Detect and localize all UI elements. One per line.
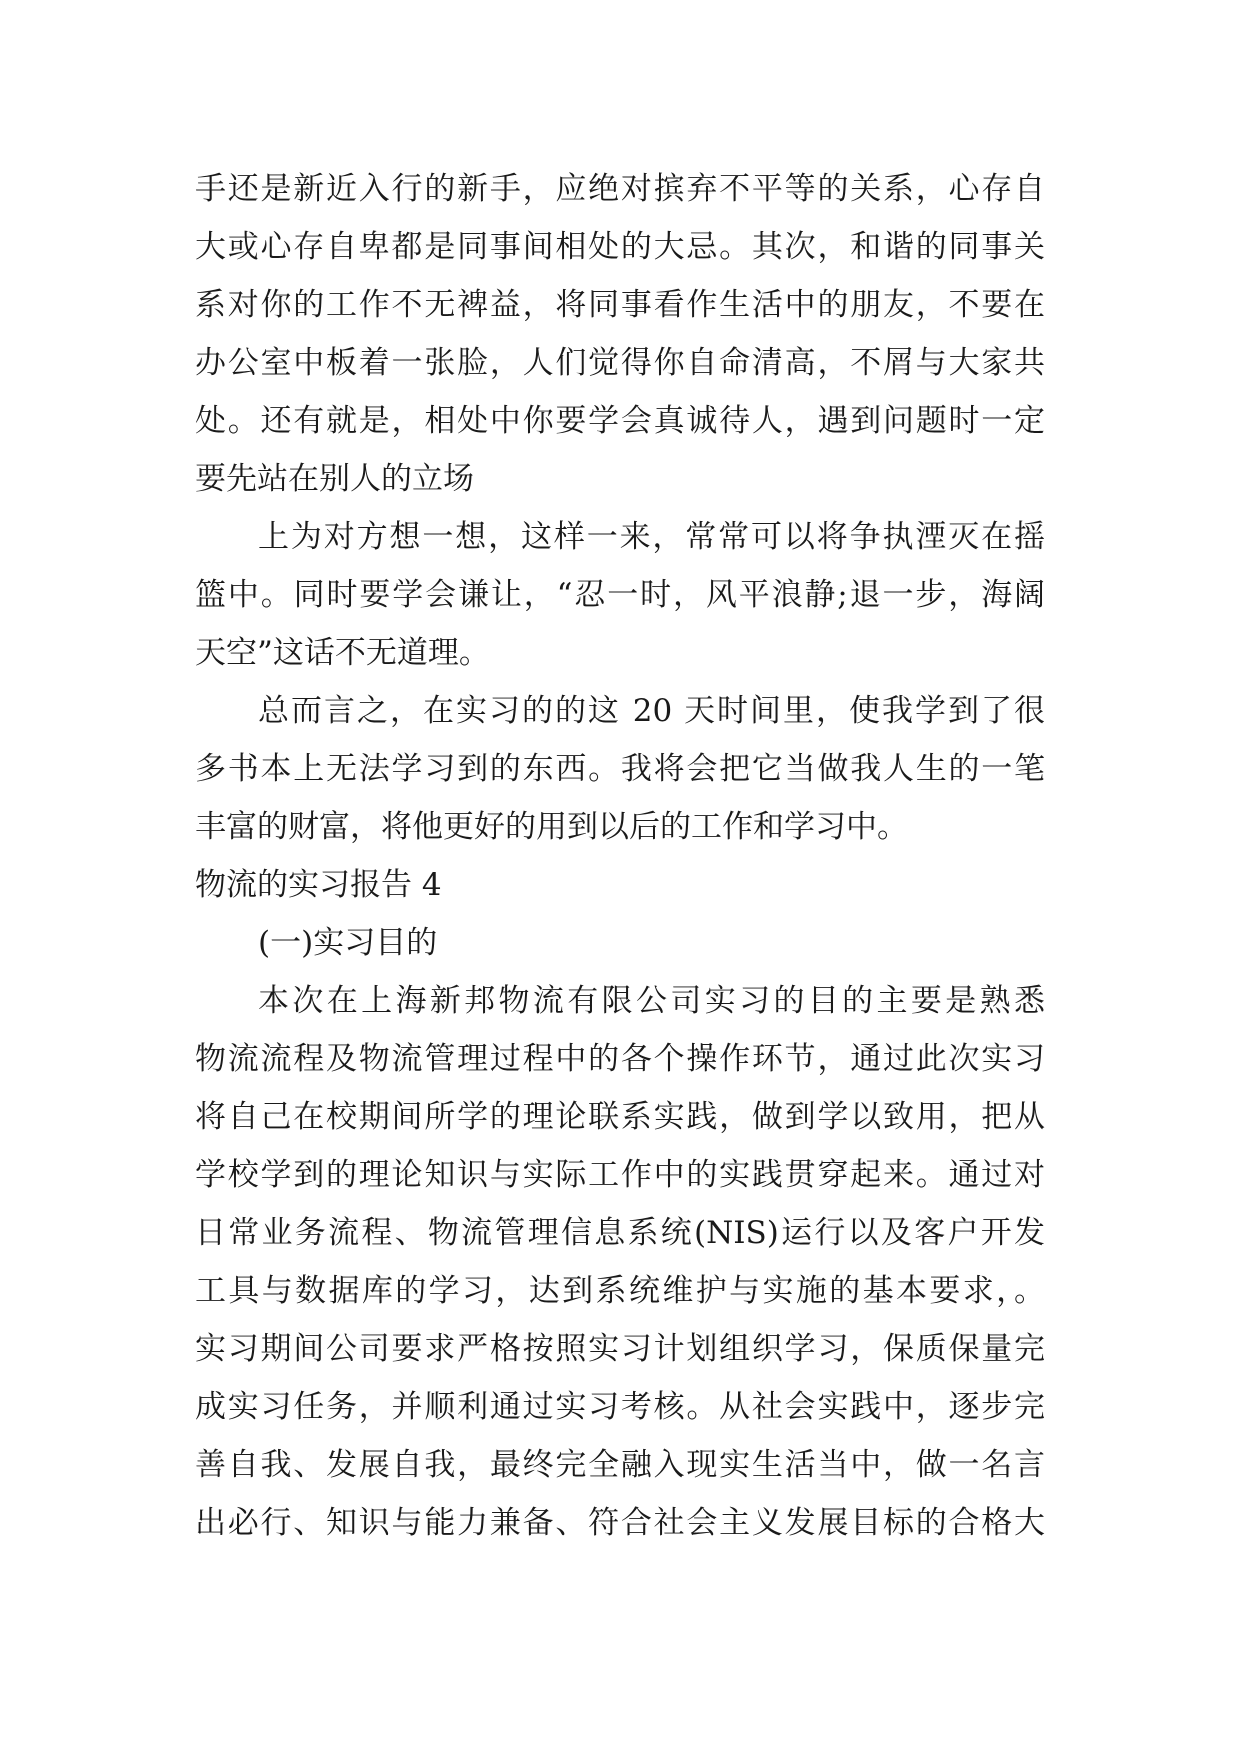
text-line: 本次在上海新邦物流有限公司实习的目的主要是熟悉: [258, 983, 1045, 1019]
text-line: 善自我、发展自我，最终完全融入现实生活当中，做一名言: [195, 1447, 1045, 1483]
text-line: 丰富的财富，将他更好的用到以后的工作和学习中。: [195, 809, 908, 845]
text-line: 系对你的工作不无裨益，将同事看作生活中的朋友，不要在: [195, 287, 1045, 323]
text-line: 学校学到的理论知识与实际工作中的实践贯穿起来。通过对: [195, 1157, 1045, 1193]
text-line: 处。还有就是，相处中你要学会真诚待人，遇到问题时一定: [195, 403, 1045, 439]
text-line: 篮中。同时要学会谦让，“忍一时，风平浪静;退一步，海阔: [195, 577, 1045, 613]
text-line: 将自己在校期间所学的理论联系实践，做到学以致用，把从: [195, 1099, 1045, 1135]
text-line: 多书本上无法学习到的东西。我将会把它当做我人生的一笔: [195, 751, 1045, 787]
text-line: 工具与数据库的学习，达到系统维护与实施的基本要求，。: [195, 1273, 1045, 1309]
subsection-heading: (一)实习目的: [258, 925, 438, 961]
text-line: 上为对方想一想，这样一来，常常可以将争执湮灭在摇: [258, 519, 1045, 555]
text-line: 日常业务流程、物流管理信息系统(NIS)运行以及客户开发: [195, 1215, 1045, 1251]
text-line: 大或心存自卑都是同事间相处的大忌。其次，和谐的同事关: [195, 229, 1045, 265]
text-line: 成实习任务，并顺利通过实习考核。从社会实践中，逐步完: [195, 1389, 1045, 1425]
section-heading: 物流的实习报告 4: [195, 867, 442, 903]
text-line: 出必行、知识与能力兼备、符合社会主义发展目标的合格大: [195, 1505, 1045, 1541]
text-line: 物流流程及物流管理过程中的各个操作环节，通过此次实习: [195, 1041, 1045, 1077]
text-line: 总而言之，在实习的的这 20 天时间里，使我学到了很: [258, 693, 1045, 729]
text-line: 实习期间公司要求严格按照实习计划组织学习，保质保量完: [195, 1331, 1045, 1367]
text-line: 天空”这话不无道理。: [195, 635, 490, 671]
text-line: 手还是新近入行的新手，应绝对摈弃不平等的关系，心存自: [195, 171, 1045, 207]
text-line: 办公室中板着一张脸，人们觉得你自命清高，不屑与大家共: [195, 345, 1045, 381]
document-page: [195, 160, 1045, 1552]
text-line: 要先站在别人的立场: [195, 461, 474, 497]
